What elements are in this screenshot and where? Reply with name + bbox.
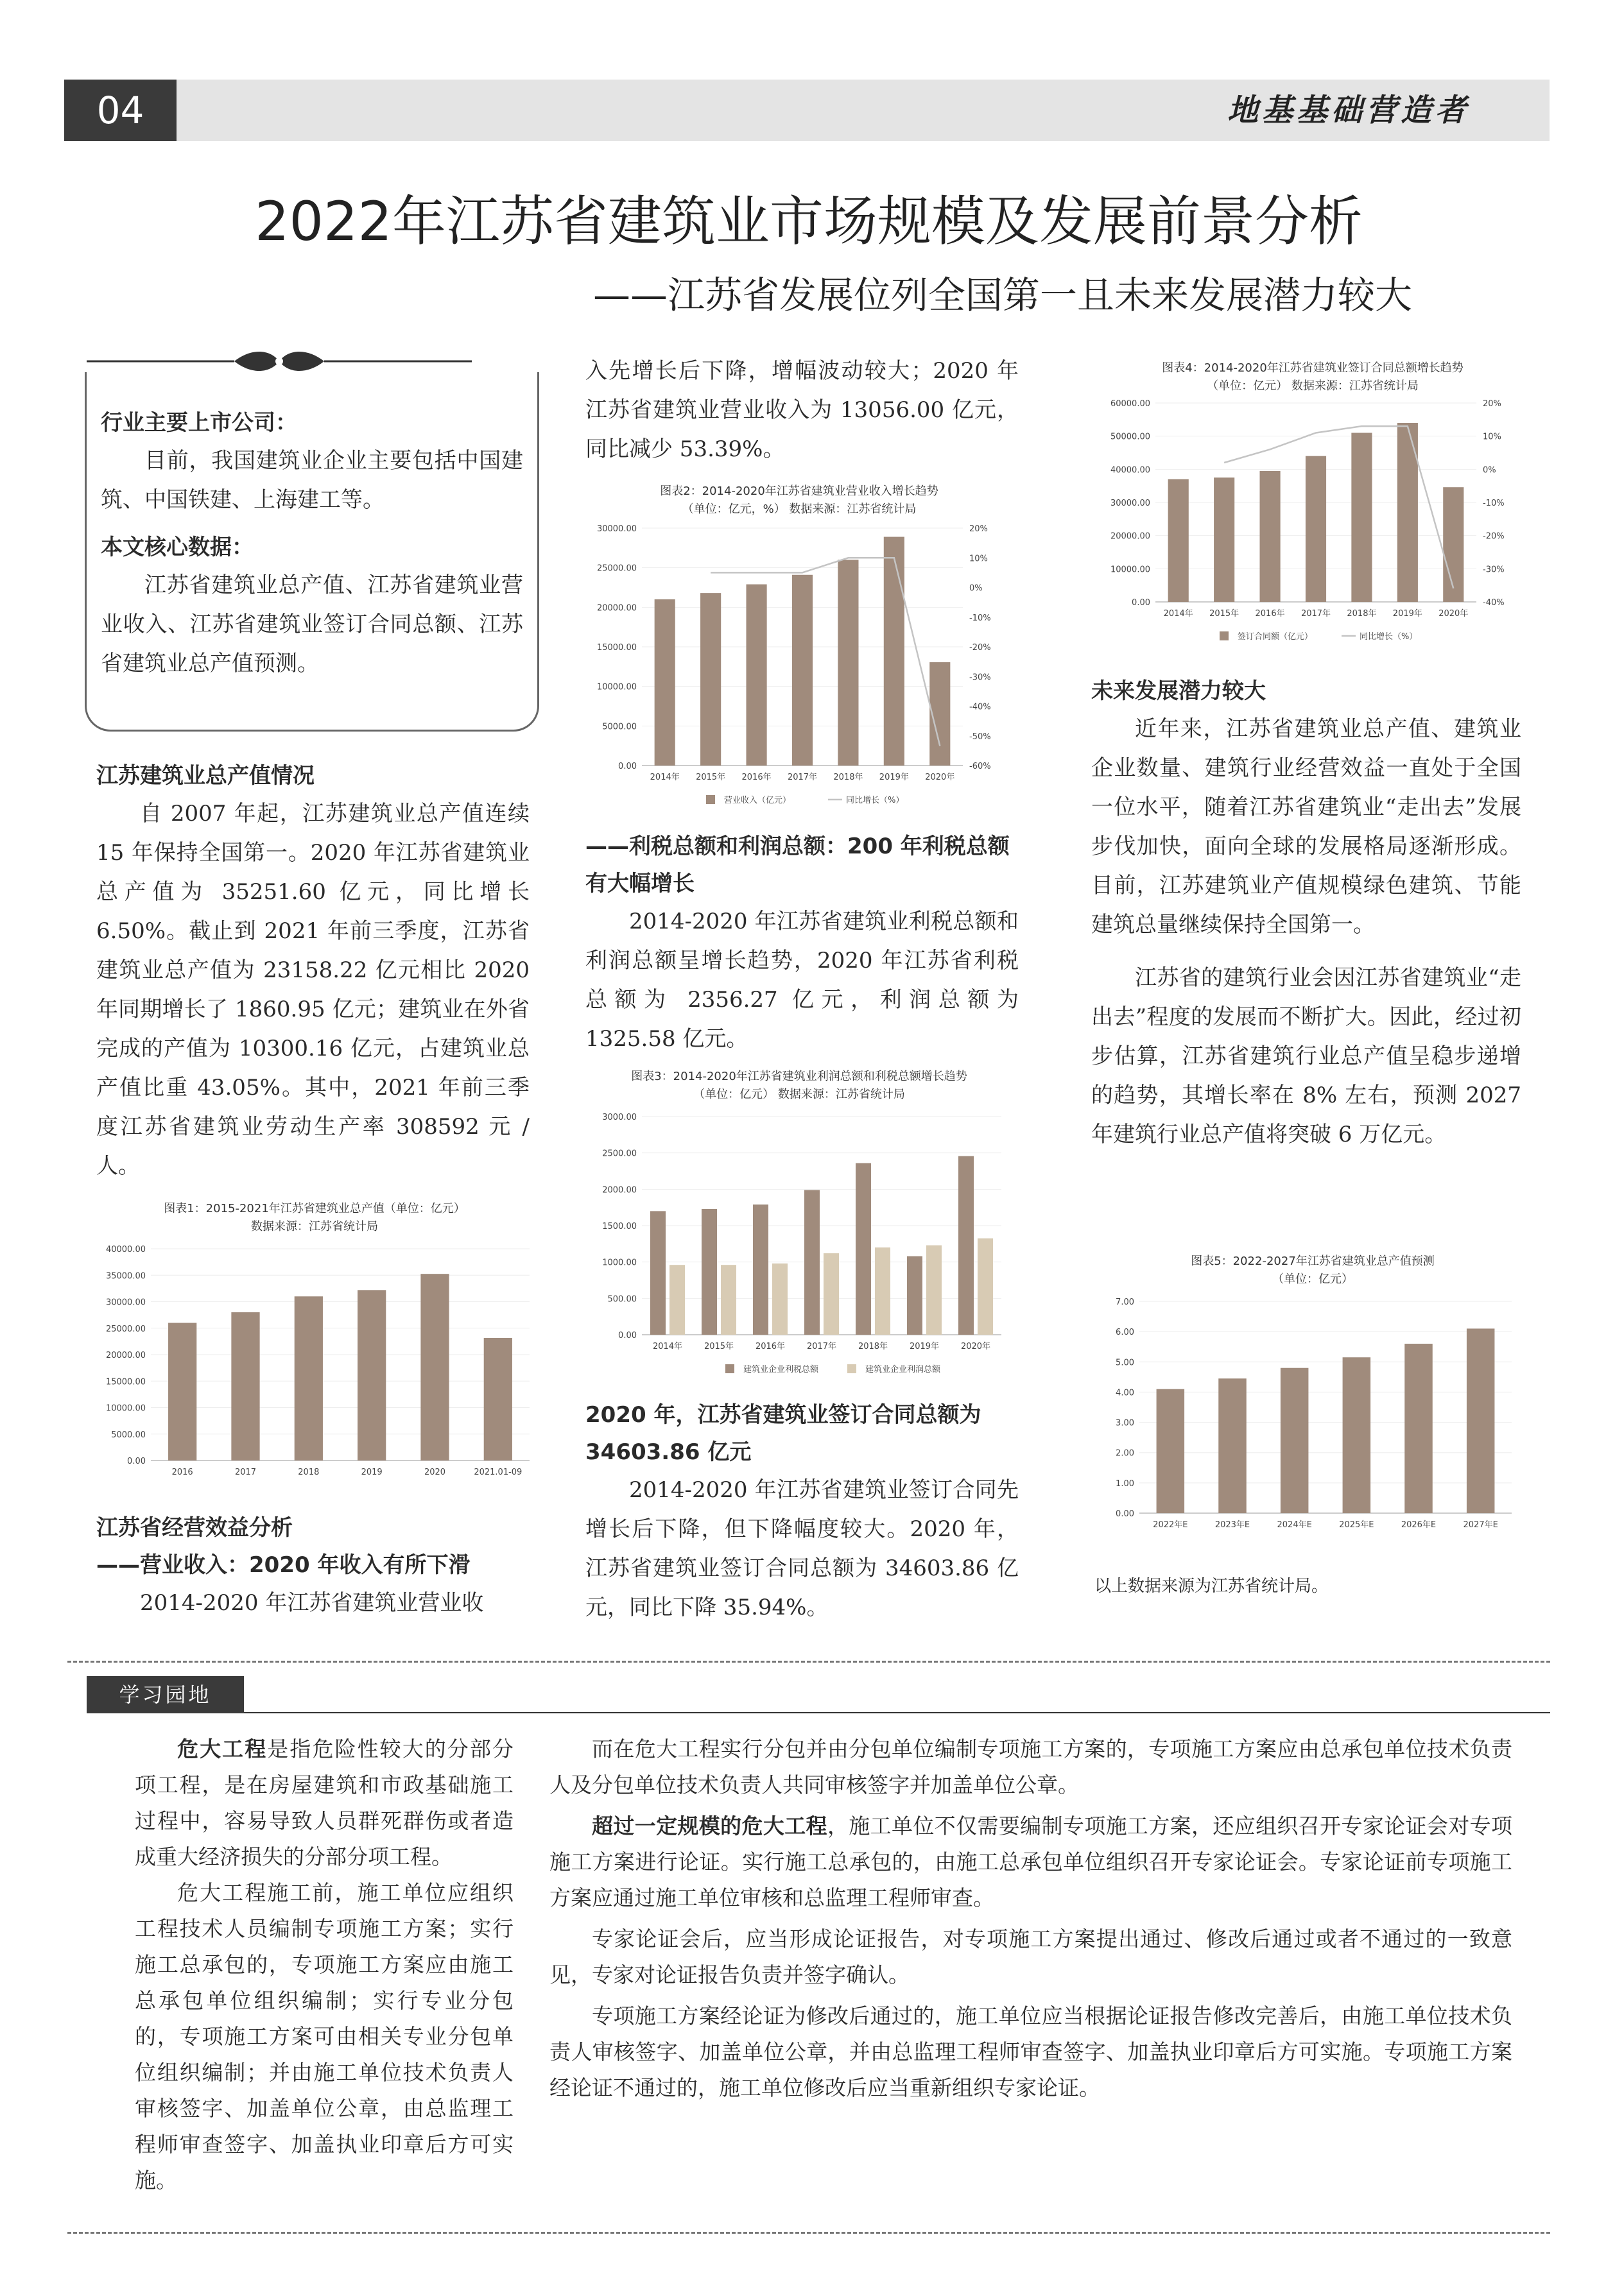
chart-5-y-tick: 3.00	[1116, 1418, 1134, 1428]
chart-4-legend-label: 同比增长（%）	[1360, 632, 1418, 642]
chart-3-bar	[978, 1238, 993, 1335]
chart-5-y-tick: 6.00	[1116, 1328, 1134, 1338]
paragraph-future: 近年来，江苏省建筑业总产值、建筑业企业数量、建筑行业经营效益一直处于全国一位水平，随着江苏省建筑业“走出去”发展步伐加快，面向全球的发展格局逐渐形成。目前，江苏建筑业产值规模绿色建筑、节能建筑总量继续保持全国第一。	[1091, 716, 1521, 938]
chart-2-x-tick: 2016年	[741, 773, 772, 782]
chart-2-bar	[792, 575, 813, 766]
chart-1-y-tick: 40000.00	[105, 1245, 146, 1255]
chart-2-bar	[655, 599, 675, 766]
chart-5-y-tick: 1.00	[1116, 1478, 1134, 1489]
chart-3-bar	[753, 1204, 768, 1335]
chart-2-x-tick: 2015年	[696, 773, 726, 782]
chart-1-y-tick: 15000.00	[105, 1377, 146, 1387]
chart-4-plot	[1088, 395, 1537, 652]
chart-3-bar	[907, 1256, 922, 1335]
chart-4-y-tick: 10000.00	[1110, 565, 1150, 575]
chart-5-y-tick: 5.00	[1116, 1358, 1134, 1368]
chart-2-y2-tick: -50%	[969, 732, 991, 742]
chart-2-bar	[884, 537, 904, 766]
chart-3-x-tick: 2018年	[858, 1342, 888, 1351]
chart-2-bar	[700, 593, 721, 766]
chart-4-bar	[1260, 471, 1281, 602]
study-divider-bottom	[67, 2232, 1550, 2234]
chart-4-bar	[1351, 433, 1372, 603]
chart-5	[1088, 1253, 1537, 1548]
chart-3-bar	[958, 1156, 974, 1335]
paragraph-revenue-start: 2014-2020 年江苏省建筑业营业收	[140, 1590, 484, 1616]
chart-3-legend-swatch	[725, 1364, 734, 1373]
chart-1-bar	[231, 1312, 259, 1461]
chart-3-x-tick: 2017年	[806, 1342, 837, 1351]
chart-2-y-tick: 15000.00	[596, 643, 637, 653]
column-1-bottom	[96, 1509, 530, 1623]
chart-2-y2-tick: 10%	[969, 554, 988, 564]
column-2-mid	[585, 828, 1019, 1059]
chart-3-bar	[702, 1209, 717, 1335]
chart-2-y2-tick: 20%	[969, 524, 988, 534]
chart-5-y-tick: 7.00	[1116, 1298, 1134, 1307]
chart-4-y2-tick: -20%	[1483, 531, 1505, 542]
chart-4-subtitle: （单位：亿元） 数据来源：江苏省统计局	[1207, 379, 1419, 393]
info-box-text-data: 江苏省建筑业总产值、江苏省建筑业营业收入、江苏省建筑业签订合同总额、江苏省建筑业总产值预测。	[101, 572, 523, 676]
chart-3-x-tick: 2016年	[755, 1342, 786, 1351]
study-right-p1: 而在危大工程实行分包并由分包单位编制专项施工方案的，专项施工方案应由总承包单位技术负责人及分包单位技术负责人共同审核签字并加盖单位公章。	[549, 1736, 1512, 1797]
chart-2-subtitle: （单位：亿元，%） 数据来源：江苏省统计局	[682, 502, 917, 516]
chart-3-bar	[721, 1265, 736, 1335]
chart-2-y-tick: 0.00	[618, 762, 637, 771]
chart-3-legend-swatch	[847, 1364, 856, 1373]
chart-1-y-tick: 25000.00	[105, 1324, 146, 1334]
chart-1-plot	[90, 1236, 539, 1493]
chart-4-x-tick: 2014年	[1163, 609, 1193, 619]
chart-4-y-tick: 0.00	[1132, 598, 1150, 608]
chart-1-y-tick: 5000.00	[111, 1430, 146, 1440]
chart-2	[574, 483, 1024, 816]
chart-3-x-tick: 2020年	[960, 1342, 991, 1351]
chart-4-y-tick: 20000.00	[1110, 531, 1150, 542]
chart-4-y2-tick: 20%	[1483, 399, 1501, 409]
study-left-p2: 危大工程施工前，施工单位应组织工程技术人员编制专项施工方案；实行施工总承包的，专项施工方案应由施工总承包单位组织编制；实行专业分包的，专项施工方案可由相关专业分包单位组织编制；并由施工单位技术负责人审核签字、加盖单位公章，由总监理工程师审查签字、加盖执业印章后方可实施。	[135, 1880, 514, 2193]
chart-4-y2-tick: 10%	[1483, 432, 1501, 442]
column-2-bottom	[585, 1396, 1019, 1627]
chart-4-x-tick: 2016年	[1255, 609, 1285, 619]
paragraph-output: 自 2007 年起，江苏建筑业总产值连续 15 年保持全国第一。2020 年江苏省建筑业总产值为 35251.60 亿元，同比增长 6.50%。截止到 2021 年前三季度，江苏省建筑业总产值为 23158.22 亿元相比 2020 年同期增长了 1860.95 亿元；建筑业在外省完成的产值为 10300.16 亿元，占建筑业总产值比重 43.05%。其中，2021 年前三季度江苏省建筑业劳动生产率 308592 元 / 人。	[96, 801, 530, 1179]
paragraph-forecast: 江苏省的建筑行业会因江苏省建筑业“走出去”程度的发展而不断扩大。因此，经过初步估算，江苏省建筑行业总产值呈稳步递增的趋势，其增长率在 8% 左右，预测 2027 年建筑行业总产值将突破 6 万亿元。	[1091, 965, 1521, 1147]
chart-4-x-tick: 2020年	[1438, 609, 1469, 619]
chart-2-x-tick: 2020年	[925, 773, 955, 782]
chart-5-x-tick: 2025年E	[1339, 1520, 1374, 1530]
chart-4-x-tick: 2019年	[1392, 609, 1422, 619]
chart-5-bar	[1343, 1357, 1371, 1513]
study-left-p1: 是指危险性较大的分部分项工程，是在房屋建筑和市政基础施工过程中，容易导致人员群死群伤或者造成重大经济损失的分部分项工程。	[135, 1736, 514, 1869]
study-right-p4: 专项施工方案经论证为修改后通过的，施工单位应当根据论证报告修改完善后，由施工单位技术负责人审核签字、加盖单位公章，并由总监理工程师审查签字、加盖执业印章后方可实施。专项施工方案经论证不通过的，施工单位修改后应当重新组织专家论证。	[549, 2003, 1512, 2100]
chart-4-y-tick: 60000.00	[1110, 399, 1150, 409]
chart-5-bar	[1157, 1389, 1185, 1513]
chart-4-y2-tick: 0%	[1483, 465, 1496, 475]
chart-2-y-tick: 30000.00	[596, 524, 637, 534]
chart-1-title: 图表1：2015-2021年江苏省建筑业总产值（单位：亿元）	[164, 1202, 465, 1215]
page-subtitle: ——江苏省发展位列全国第一且未来发展潜力较大	[592, 273, 1412, 317]
chart-4-growth-line	[1224, 426, 1453, 588]
chart-4-bar	[1168, 479, 1189, 602]
chart-3-legend-label: 建筑业企业利税总额	[743, 1365, 819, 1375]
chart-3-bar	[772, 1264, 788, 1335]
chart-2-y-tick: 20000.00	[596, 603, 637, 613]
chart-1-bar	[295, 1296, 323, 1461]
study-label: 学习园地	[87, 1676, 244, 1713]
chart-4-bar	[1306, 456, 1326, 602]
study-right-column	[549, 1731, 1512, 2106]
chart-2-legend-label: 同比增长（%）	[846, 796, 904, 805]
chart-2-plot	[574, 518, 1024, 814]
chart-4-legend-label: 签订合同额（亿元）	[1238, 632, 1313, 642]
chart-2-y-tick: 25000.00	[596, 563, 637, 574]
study-label-line	[244, 1712, 1550, 1713]
chart-5-y-tick: 4.00	[1116, 1388, 1134, 1398]
column-3-text	[1091, 673, 1521, 1154]
chart-2-bar	[838, 560, 858, 766]
chart-2-x-tick: 2014年	[650, 773, 680, 782]
chart-3-y-tick: 1500.00	[602, 1222, 637, 1231]
chart-1-bar	[168, 1323, 196, 1461]
chart-5-x-tick: 2022年E	[1153, 1520, 1188, 1530]
chart-1-x-tick: 2018	[298, 1468, 320, 1477]
chart-2-legend-label: 营业收入（亿元）	[724, 796, 791, 805]
paragraph-tax: 2014-2020 年江苏省建筑业利税总额和利润总额呈增长趋势，2020 年江苏省利税总额为 2356.27 亿元，利润总额为 1325.58 亿元。	[585, 909, 1019, 1052]
info-box	[85, 372, 539, 732]
chart-2-x-tick: 2018年	[833, 773, 863, 782]
chart-4-legend-swatch	[1220, 631, 1229, 640]
chart-5-x-tick: 2026年E	[1401, 1520, 1437, 1530]
chart-3-bar	[669, 1265, 685, 1335]
chart-2-growth-line	[711, 558, 940, 746]
section-heading-future: 未来发展潜力较大	[1091, 678, 1266, 704]
study-right-p2: ，施工单位不仅需要编制专项施工方案，还应组织召开专家论证会对专项施工方案进行论证。实行施工总承包的，由施工总承包单位组织召开专家论证会。专家论证前专项施工方案应通过施工单位审核和总监理工程师审查。	[549, 1813, 1513, 1910]
chart-5-x-tick: 2023年E	[1214, 1520, 1250, 1530]
page-title: 2022年江苏省建筑业市场规模及发展前景分析	[255, 190, 1363, 253]
term-hazardous-work: 危大工程	[177, 1736, 268, 1761]
section-heading-tax: ——利税总额和利润总额：200 年利税总额有大幅增长	[585, 834, 1010, 896]
chart-5-y-tick: 2.00	[1116, 1448, 1134, 1459]
chart-5-bar	[1404, 1344, 1433, 1513]
chart-5-bar	[1467, 1328, 1495, 1513]
chart-2-y2-tick: 0%	[969, 583, 983, 594]
chart-3-legend-label: 建筑业企业利润总额	[865, 1365, 941, 1375]
chart-1-bar	[420, 1274, 449, 1461]
chart-1-y-tick: 30000.00	[105, 1298, 146, 1308]
chart-4-y-tick: 30000.00	[1110, 499, 1150, 508]
chart-5-subtitle: （单位：亿元）	[1272, 1272, 1353, 1286]
chart-3-bar	[926, 1246, 942, 1335]
chart-3-y-tick: 0.00	[618, 1331, 637, 1341]
column-name: 地基基础营造者	[1227, 92, 1470, 128]
chart-5-bar	[1218, 1378, 1247, 1513]
study-left-column	[135, 1731, 514, 2198]
chart-3-y-tick: 2500.00	[602, 1149, 637, 1159]
chart-3-y-tick: 2000.00	[602, 1185, 637, 1195]
chart-3-bar	[856, 1163, 871, 1335]
chart-3-bar	[804, 1190, 820, 1335]
chart-4-x-tick: 2015年	[1209, 609, 1239, 619]
chart-5-x-tick: 2027年E	[1463, 1520, 1498, 1530]
paragraph-contract: 2014-2020 年江苏省建筑业签订合同先增长后下降，但下降幅度较大。2020 年，江苏省建筑业签订合同总额为 34603.86 亿元，同比下降 35.94%。	[585, 1477, 1019, 1620]
chart-2-y2-tick: -60%	[969, 762, 991, 771]
chart-1-subtitle: 数据来源：江苏省统计局	[251, 1220, 378, 1233]
info-box-heading-companies: 行业主要上市公司：	[101, 410, 297, 436]
chart-3-x-tick: 2014年	[652, 1342, 683, 1351]
chart-5-plot	[1088, 1289, 1537, 1545]
chart-3-y-tick: 500.00	[607, 1294, 637, 1305]
info-box-text-companies: 目前，我国建筑业企业主要包括中国建筑、中国铁建、上海建工等。	[101, 448, 523, 513]
chart-5-x-tick: 2024年E	[1277, 1520, 1312, 1530]
chart-3	[574, 1068, 1024, 1389]
chart-1-x-tick: 2016	[171, 1468, 193, 1477]
chart-1-x-tick: 2019	[361, 1468, 383, 1477]
chart-3-y-tick: 1000.00	[602, 1258, 637, 1268]
chart-3-y-tick: 3000.00	[602, 1113, 637, 1122]
chart-2-y2-tick: -10%	[969, 613, 991, 623]
chart-4-bar	[1443, 487, 1464, 602]
chart-5-y-tick: 0.00	[1116, 1509, 1134, 1519]
chart-1-x-tick: 2021.01-09	[474, 1468, 522, 1477]
chart-2-y2-tick: -20%	[969, 643, 991, 653]
chart-2-y2-tick: -40%	[969, 702, 991, 712]
chart-4-x-tick: 2017年	[1300, 609, 1331, 619]
chart-3-subtitle: （单位：亿元） 数据来源：江苏省统计局	[693, 1088, 905, 1101]
column-1-top	[96, 757, 530, 1186]
term-large-hazardous-work: 超过一定规模的危大工程	[592, 1813, 827, 1838]
chart-1-bar	[358, 1290, 386, 1461]
chart-2-x-tick: 2019年	[879, 773, 909, 782]
chart-4-y-tick: 50000.00	[1110, 432, 1150, 442]
chart-4-bar	[1214, 477, 1234, 602]
chart-4-y2-tick: -40%	[1483, 598, 1505, 608]
chart-1-bar	[484, 1338, 512, 1461]
data-source-note: 以上数据来源为江苏省统计局。	[1094, 1577, 1329, 1596]
chart-4-y-tick: 40000.00	[1110, 465, 1150, 475]
chart-2-title: 图表2：2014-2020年江苏省建筑业营业收入增长趋势	[660, 484, 938, 498]
chart-4	[1088, 359, 1537, 655]
chart-3-title: 图表3：2014-2020年江苏省建筑业利润总额和利税总额增长趋势	[631, 1070, 967, 1083]
section-heading-output: 江苏建筑业总产值情况	[96, 763, 315, 789]
chart-1-y-tick: 0.00	[127, 1457, 146, 1466]
column-2-top	[585, 352, 1019, 469]
chart-2-y-tick: 10000.00	[596, 682, 637, 692]
section-heading-contract: 2020 年，江苏省建筑业签订合同总额为 34603.86 亿元	[585, 1402, 981, 1465]
study-divider-top	[67, 1661, 1550, 1663]
chart-5-title: 图表5：2022-2027年江苏省建筑业总产值预测	[1191, 1255, 1435, 1268]
chart-1-x-tick: 2017	[234, 1468, 257, 1477]
chart-3-plot	[574, 1104, 1024, 1389]
chart-1	[90, 1200, 539, 1502]
chart-5-bar	[1281, 1368, 1309, 1513]
chart-4-y2-tick: -30%	[1483, 565, 1505, 575]
info-box-heading-data: 本文核心数据：	[101, 535, 254, 560]
paragraph-revenue-cont: 入先增长后下降，增幅波动较大；2020 年江苏省建筑业营业收入为 13056.00 亿元，同比减少 53.39%。	[585, 358, 1019, 462]
chart-3-bar	[875, 1247, 890, 1335]
chart-3-bar	[650, 1211, 666, 1335]
chart-1-y-tick: 20000.00	[105, 1351, 146, 1360]
chart-2-y-tick: 5000.00	[602, 722, 637, 732]
section-subheading-revenue: ——营业收入：2020 年收入有所下滑	[96, 1552, 471, 1578]
chart-3-bar	[824, 1253, 839, 1335]
chart-1-y-tick: 35000.00	[105, 1271, 146, 1281]
study-right-p3: 专家论证会后，应当形成论证报告，对专项施工方案提出通过、修改后通过或者不通过的一致意见，专家对论证报告负责并签字确认。	[549, 1926, 1512, 1987]
chart-1-y-tick: 10000.00	[105, 1403, 146, 1414]
section-heading-benefit: 江苏省经营效益分析	[96, 1515, 293, 1541]
chart-4-x-tick: 2018年	[1347, 609, 1377, 619]
chart-2-y2-tick: -30%	[969, 673, 991, 683]
page-number: 04	[64, 80, 177, 141]
chart-3-x-tick: 2019年	[909, 1342, 940, 1351]
chart-2-bar	[747, 585, 767, 766]
chart-3-x-tick: 2015年	[704, 1342, 734, 1351]
chart-2-x-tick: 2017年	[787, 773, 818, 782]
chart-4-y2-tick: -10%	[1483, 499, 1505, 508]
chart-2-legend-swatch	[706, 795, 715, 804]
chart-1-x-tick: 2020	[424, 1468, 446, 1477]
chart-4-title: 图表4：2014-2020年江苏省建筑业签订合同总额增长趋势	[1162, 361, 1464, 375]
